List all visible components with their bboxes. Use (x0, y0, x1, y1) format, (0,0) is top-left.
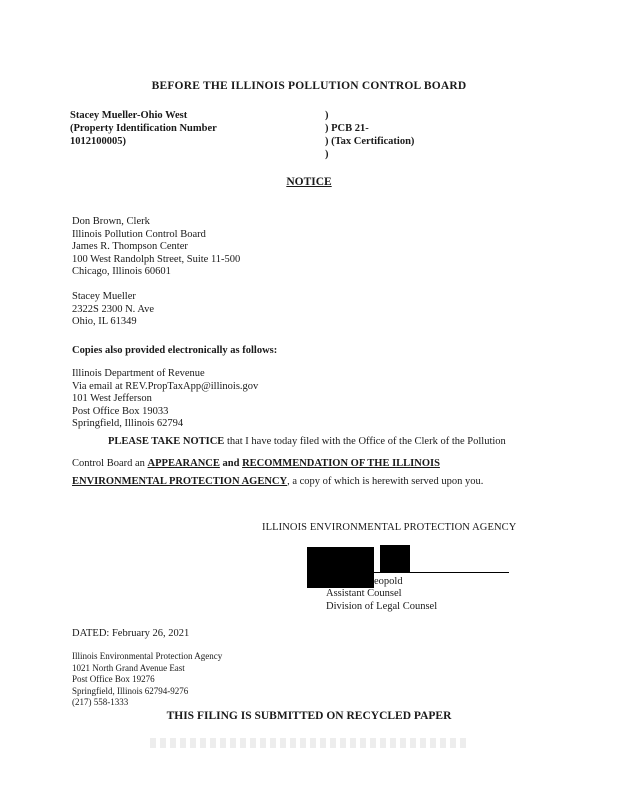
redaction-box (380, 545, 410, 572)
caption-case-number: ) PCB 21- (325, 123, 369, 134)
address-line: Post Office Box 19033 (72, 405, 169, 417)
notice-text: that I have today filed with the Office of the Clerk of the Pollution (224, 436, 506, 447)
copies-heading: Copies also provided electronically as follows: (72, 345, 278, 356)
caption-case-type: ) (Tax Certification) (325, 136, 415, 147)
address-line: 100 West Randolph Street, Suite 11-500 (72, 253, 241, 265)
address-line: 1021 North Grand Avenue East (72, 662, 185, 673)
caption-petitioner: Stacey Mueller-Ohio West (70, 110, 188, 121)
address-line: Chicago, Illinois 60601 (72, 266, 171, 277)
address-line: Don Brown, Clerk (72, 216, 150, 227)
address-line: 101 West Jefferson (72, 393, 152, 404)
appearance-title: APPEARANCE (147, 458, 220, 469)
email-line: Via email at REV.PropTaxApp@illinois.gov (72, 380, 259, 392)
address-line: Ohio, IL 61349 (72, 316, 137, 327)
notice-heading: NOTICE (286, 176, 332, 188)
document-title: BEFORE THE ILLINOIS POLLUTION CONTROL BOARD (151, 80, 467, 92)
signature-agency: ILLINOIS ENVIRONMENTAL PROTECTION AGENCY (262, 522, 517, 533)
address-line: Springfield, Illinois 62794-9276 (72, 685, 189, 696)
address-line: Post Office Box 19276 (72, 674, 155, 684)
case-caption-right (325, 109, 414, 161)
signer-title-line: Assistant Counsel (326, 588, 402, 599)
recycled-paper-note: THIS FILING IS SUBMITTED ON RECYCLED PAPER (166, 710, 452, 722)
signature-line (372, 572, 509, 573)
dated-line: DATED: February 26, 2021 (72, 628, 190, 639)
caption-bracket: ) (325, 149, 329, 160)
case-caption-left (70, 109, 217, 148)
agency-address (72, 651, 222, 709)
redaction-box (307, 547, 374, 588)
caption-pin-label: (Property Identification Number (70, 123, 217, 134)
address-line: Illinois Environmental Protection Agency (72, 651, 223, 661)
notice-paragraph-line-3 (72, 476, 483, 487)
recommendation-title-cont: ENVIRONMENTAL PROTECTION AGENCY (72, 476, 288, 487)
notice-paragraph-line-1 (108, 436, 506, 447)
notice-paragraph-line-2 (72, 458, 440, 469)
scan-bleed-through (150, 738, 470, 748)
notice-and: and (219, 458, 243, 469)
recipient-address (72, 291, 154, 329)
address-line: Stacey Mueller (72, 291, 136, 302)
revenue-address (72, 368, 258, 431)
notice-text: Control Board an (72, 458, 148, 469)
notice-lead: PLEASE TAKE NOTICE (108, 436, 225, 447)
address-line: Illinois Department of Revenue (72, 368, 205, 379)
address-line: James R. Thompson Center (72, 241, 188, 252)
address-line: 2322S 2300 N. Ave (72, 303, 155, 315)
signer-division-line: Division of Legal Counsel (326, 600, 438, 612)
signer-name: eopold (374, 576, 403, 587)
notice-text: , a copy of which is herewith served upon you. (287, 476, 484, 487)
phone-line: (217) 558-1333 (72, 697, 129, 707)
signer-title (326, 588, 437, 613)
recommendation-title: RECOMMENDATION OF THE ILLINOIS (242, 458, 440, 469)
clerk-address (72, 216, 240, 279)
caption-pin-number: 1012100005) (70, 136, 126, 147)
address-line: Springfield, Illinois 62794 (72, 418, 184, 429)
caption-bracket: ) (325, 110, 329, 121)
address-line: Illinois Pollution Control Board (72, 228, 206, 240)
